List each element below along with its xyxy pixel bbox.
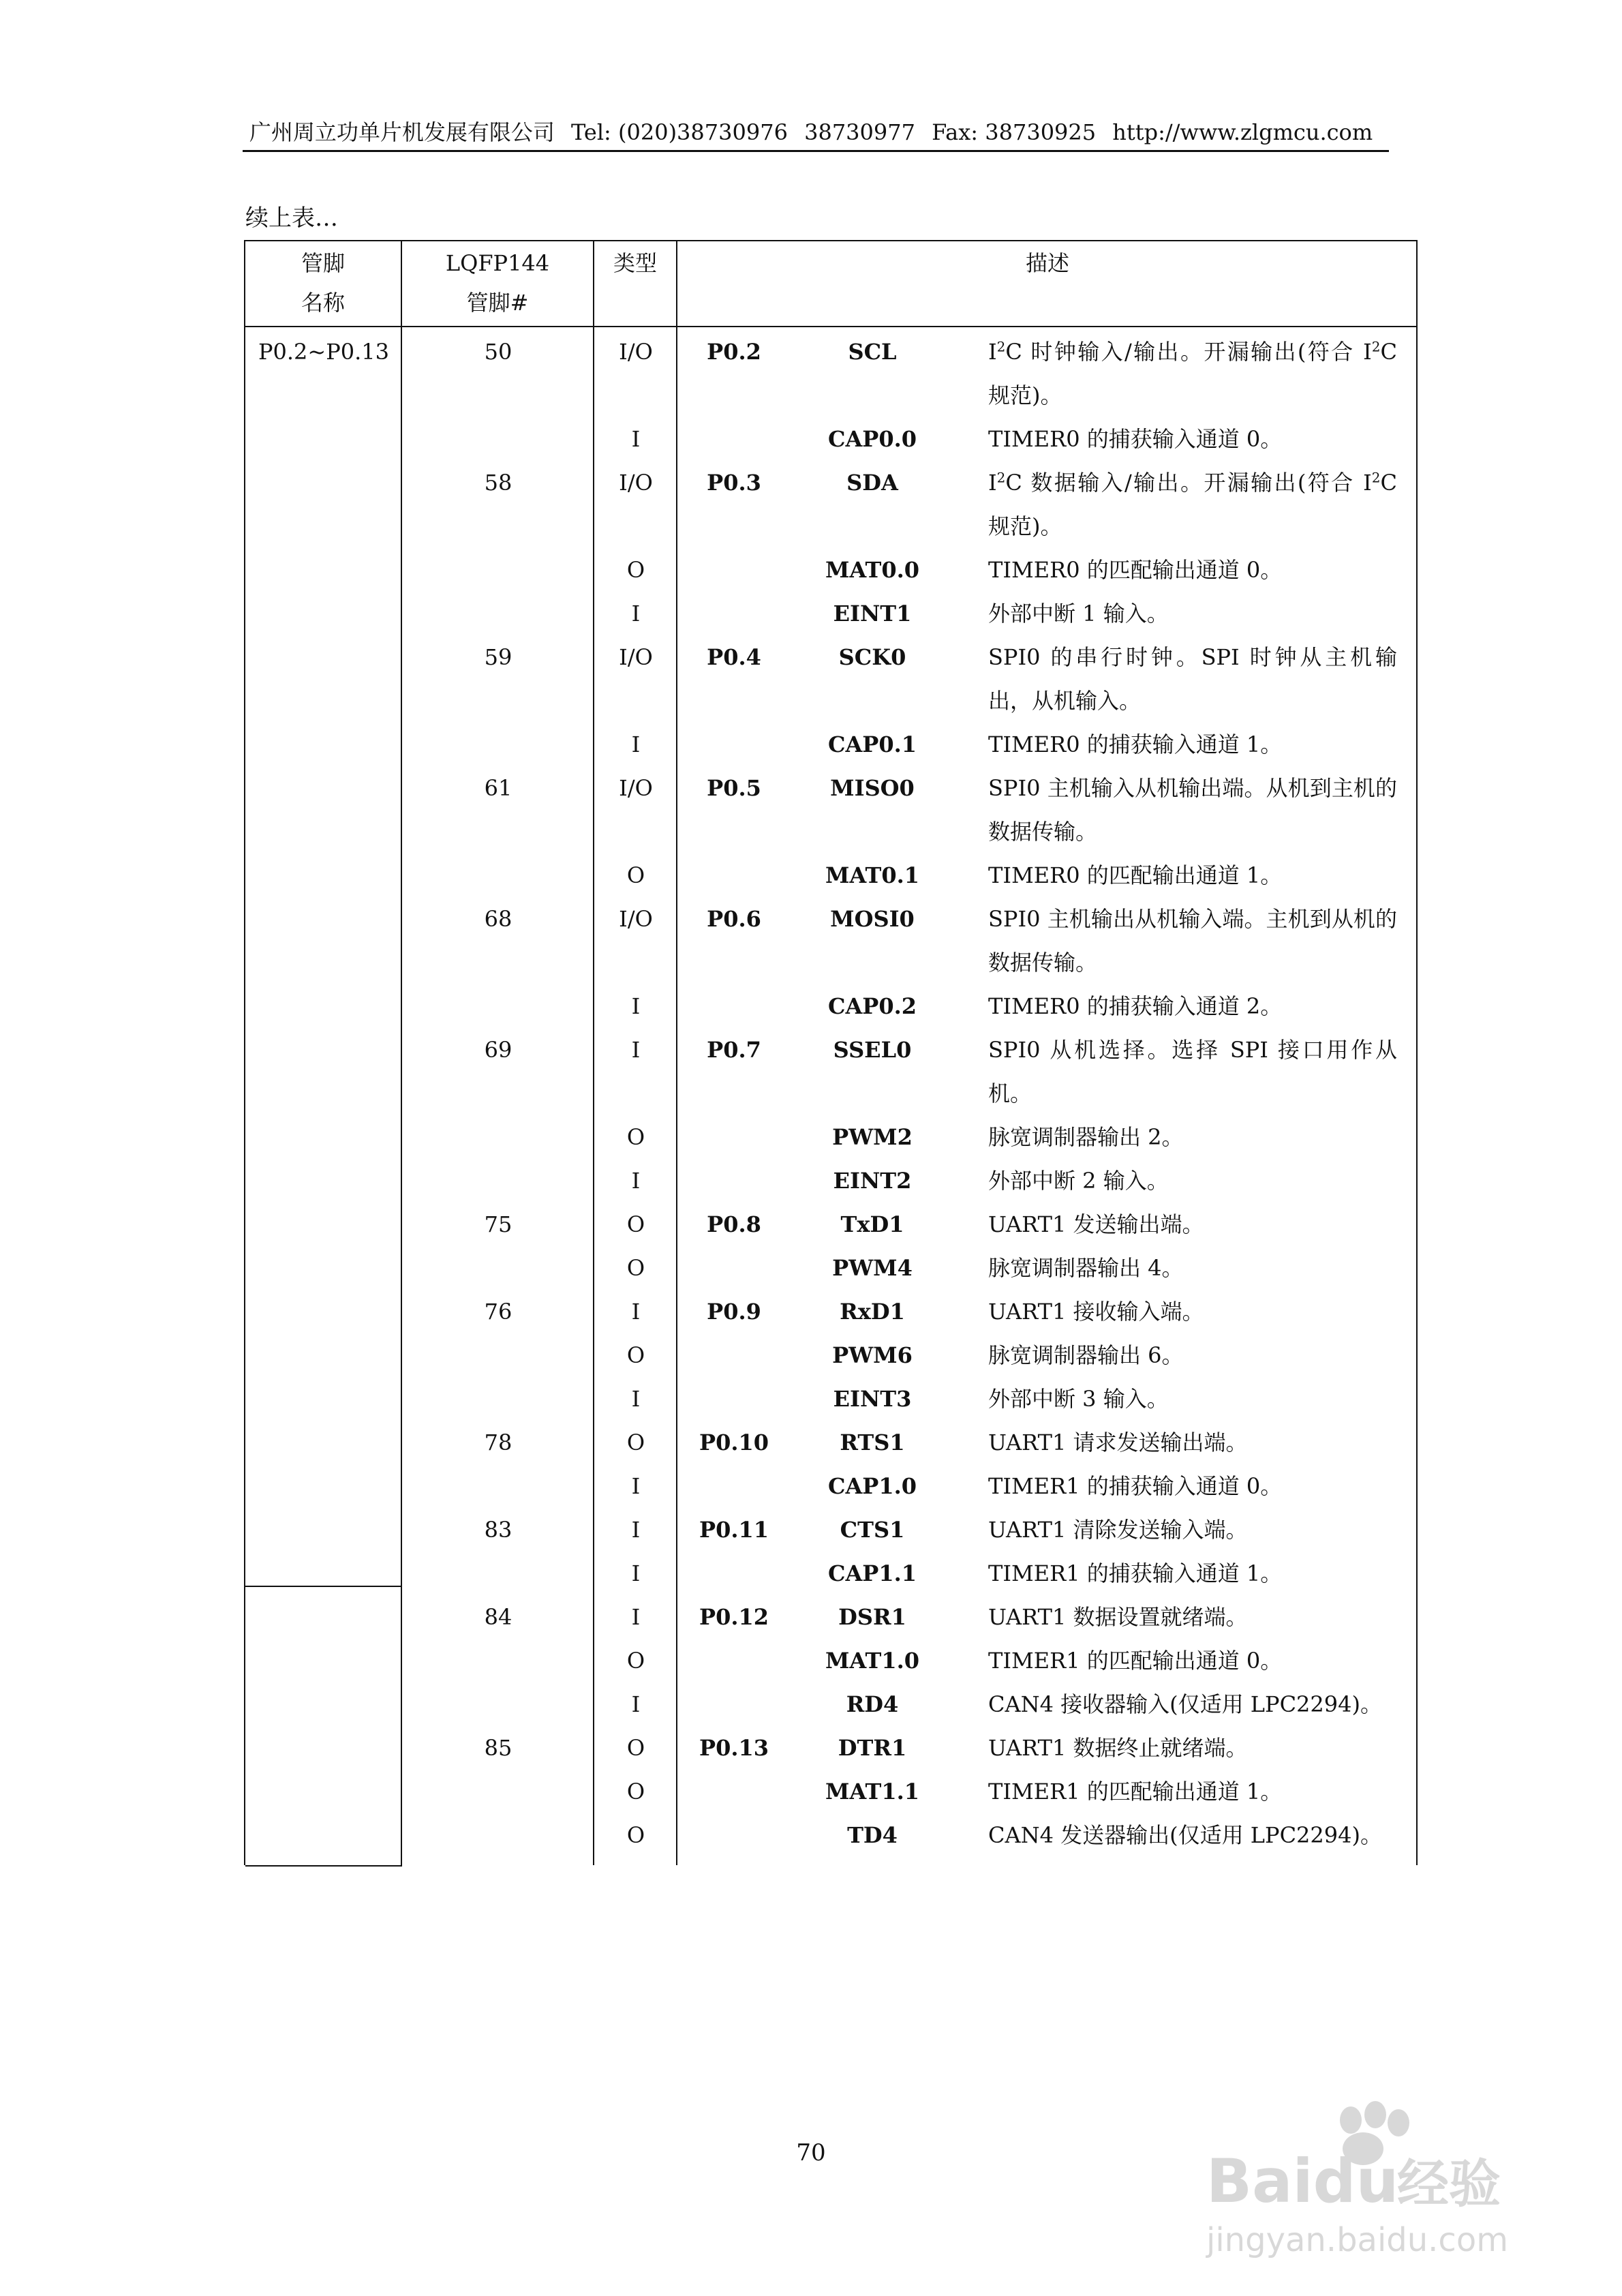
table-row [245,897,1416,976]
pin-type: O [626,1779,645,1804]
pin-type: I [631,1386,641,1412]
tel: Tel: (020)38730976 [571,119,788,145]
description: 外部中断 1 输入。 [988,601,1169,626]
description-part: I [988,339,997,365]
pin-type: O [626,1211,645,1237]
function-name: RxD1 [840,1299,905,1325]
table-row [245,1421,1416,1464]
pin-number: 68 [484,906,512,932]
header-desc: 描述 [1025,250,1069,276]
table-row [245,1682,1416,1726]
description: UART1 请求发送输出端。 [988,1430,1248,1455]
description-part: 2 [1371,338,1381,355]
header-name-l1: 管脚 [301,250,345,276]
pin-type: I/O [619,644,653,670]
pin-type: O [626,862,645,888]
description-part: 2 [996,338,1006,355]
pin-type: I [631,731,641,757]
function-name: MAT0.0 [825,557,919,583]
function-name: EINT2 [833,1168,912,1194]
description: TIMER1 的捕获输入通道 1。 [988,1560,1283,1586]
pin-type: I/O [619,339,653,365]
company-name: 广州周立功单片机发展有限公司 [249,119,555,145]
pin-table [244,240,1418,1865]
function-name: SDA [846,470,898,496]
port-name: P0.9 [707,1299,761,1325]
table-row [245,330,1416,408]
description: SPI0 的串行时钟。SPI 时钟从主机输出，从机输入。 [988,644,1397,714]
pin-type: I [631,1168,641,1194]
function-name: PWM4 [832,1255,913,1281]
description-part: C 时钟输入/输出。开漏输出(符合 I [1005,339,1372,365]
port-name: P0.3 [707,470,761,496]
pin-type: I [631,1560,641,1586]
pin-number: 78 [484,1430,512,1455]
pin-type: I/O [619,470,653,496]
function-name: CAP1.0 [827,1473,917,1499]
pin-number: 58 [484,470,512,496]
watermark-product: 经验 [1397,2154,1501,2214]
description: TIMER0 的匹配输出通道 0。 [988,557,1283,583]
description: 外部中断 3 输入。 [988,1386,1169,1412]
pin-number: 59 [484,644,512,670]
description: TIMER0 的捕获输入通道 0。 [988,426,1283,452]
table-row [245,1552,1416,1595]
function-name: PWM2 [832,1124,913,1150]
pin-type: O [626,1430,645,1455]
table-row [245,417,1416,461]
table-row [245,1639,1416,1682]
pin-type: O [626,1124,645,1150]
pin-type: I [631,1517,641,1543]
description: UART1 接收输入端。 [988,1299,1204,1325]
pin-type: O [626,1255,645,1281]
description-part: C 规范)。 [988,339,1397,408]
port-name: P0.11 [699,1517,769,1543]
description: CAN4 发送器输出(仅适用 LPC2294)。 [988,1822,1382,1848]
table-row [245,1290,1416,1333]
table-row [245,1464,1416,1508]
description [988,461,1397,548]
table-row [245,1115,1416,1159]
name-col-separator [245,1586,402,1587]
table-row [245,1159,1416,1203]
pin-type: I [631,1473,641,1499]
baidu-jingyan-watermark [1159,2072,1554,2277]
port-name: P0.8 [707,1211,761,1237]
function-name: TD4 [847,1822,898,1848]
function-name: SCL [848,339,897,365]
pin-number: 61 [484,775,512,801]
port-name: P0.10 [699,1430,769,1455]
description: 脉宽调制器输出 2。 [988,1124,1184,1150]
pin-type: O [626,1648,645,1674]
function-name: PWM6 [832,1342,913,1368]
description: 外部中断 2 输入。 [988,1168,1169,1194]
table-row [245,1595,1416,1639]
pin-type: O [626,1342,645,1368]
function-name: SSEL0 [833,1037,912,1063]
name-col-bottom [245,1865,402,1867]
pin-type: I [631,1037,641,1063]
table-row [245,723,1416,766]
description: SPI0 主机输出从机输入端。主机到从机的数据传输。 [988,906,1397,976]
description: TIMER0 的捕获输入通道 2。 [988,993,1283,1019]
pin-type: O [626,1822,645,1848]
pin-type: I [631,601,641,626]
description: UART1 清除发送输入端。 [988,1517,1248,1543]
table-row [245,1813,1416,1857]
page-header [243,115,1389,152]
port-name: P0.5 [707,775,761,801]
pin-type: I [631,426,641,452]
header-name-l2: 名称 [301,290,345,316]
function-name: DTR1 [838,1735,907,1761]
function-name: CAP0.1 [827,731,917,757]
table-row [245,1028,1416,1106]
function-name: RTS1 [840,1430,905,1455]
description: SPI0 从机选择。选择 SPI 接口用作从机。 [988,1037,1397,1106]
table-row [245,635,1416,714]
watermark-url: jingyan.baidu.com [1206,2221,1508,2259]
description: TIMER1 的匹配输出通道 1。 [988,1779,1283,1804]
description: TIMER1 的捕获输入通道 0。 [988,1473,1283,1499]
pin-type: I/O [619,906,653,932]
description-part: C 数据输入/输出。开漏输出(符合 I [1005,470,1372,496]
function-name: CAP1.1 [827,1560,917,1586]
description-part: I [988,470,997,496]
table-row [245,461,1416,539]
function-name: MISO0 [830,775,915,801]
port-name: P0.6 [707,906,761,932]
pin-number: 50 [484,339,512,365]
pin-number: 75 [484,1211,512,1237]
description: TIMER0 的匹配输出通道 1。 [988,862,1283,888]
table-row [245,766,1416,845]
table-row [245,1246,1416,1290]
description: UART1 发送输出端。 [988,1211,1204,1237]
description: TIMER1 的匹配输出通道 0。 [988,1648,1283,1674]
description: TIMER0 的捕获输入通道 1。 [988,731,1283,757]
function-name: MOSI0 [830,906,915,932]
header-pin-l2: 管脚# [466,290,529,316]
pin-number: 69 [484,1037,512,1063]
table-row [245,1203,1416,1246]
function-name: DSR1 [838,1604,906,1630]
function-name: RD4 [846,1691,899,1717]
function-name: CAP0.2 [827,993,917,1019]
header-type: 类型 [613,250,657,276]
pin-type: I [631,1691,641,1717]
port-name: P0.13 [699,1735,769,1761]
pin-type: I [631,1604,641,1630]
function-name: MAT0.1 [825,862,919,888]
table-row [245,1377,1416,1421]
pin-number: 84 [484,1604,512,1630]
function-name: SCK0 [838,644,906,670]
group-pin-name: P0.2~P0.13 [258,339,389,365]
function-name: TxD1 [840,1211,904,1237]
description [988,330,1397,417]
continued-label: 续上表… [245,205,338,232]
page-number: 70 [796,2139,826,2166]
pin-type: I/O [619,775,653,801]
header-pin-l1: LQFP144 [445,250,550,276]
pin-type: I [631,993,641,1019]
table-row [245,1508,1416,1552]
description-part: C 规范)。 [988,470,1397,539]
port-name: P0.7 [707,1037,761,1063]
table-row [245,592,1416,635]
table-row [245,854,1416,897]
description: UART1 数据终止就绪端。 [988,1735,1248,1761]
pin-type: O [626,557,645,583]
description: 脉宽调制器输出 6。 [988,1342,1184,1368]
description: UART1 数据设置就绪端。 [988,1604,1248,1630]
port-name: P0.2 [707,339,761,365]
table-row [245,984,1416,1028]
function-name: MAT1.1 [825,1779,919,1804]
pin-type: I [631,1299,641,1325]
function-name: CTS1 [840,1517,905,1543]
tel2: 38730977 [804,119,915,145]
website-url: http://www.zlgmcu.com [1112,119,1373,145]
description-part: 2 [1371,469,1381,486]
pin-number: 76 [484,1299,512,1325]
fax: Fax: 38730925 [932,119,1097,145]
table-row [245,548,1416,592]
description: 脉宽调制器输出 4。 [988,1255,1184,1281]
header-divider [245,326,1416,327]
description-part: 2 [996,469,1006,486]
table-row [245,1333,1416,1377]
pin-number: 83 [484,1517,512,1543]
function-name: EINT3 [833,1386,912,1412]
function-name: MAT1.0 [825,1648,919,1674]
table-row [245,1726,1416,1770]
watermark-brand: Baidu [1206,2146,1399,2216]
description: SPI0 主机输入从机输出端。从机到主机的数据传输。 [988,775,1397,845]
function-name: EINT1 [833,601,912,626]
port-name: P0.12 [699,1604,769,1630]
pin-number: 85 [484,1735,512,1761]
table-row [245,1770,1416,1813]
function-name: CAP0.0 [827,426,917,452]
description: CAN4 接收器输入(仅适用 LPC2294)。 [988,1691,1382,1717]
port-name: P0.4 [707,644,761,670]
pin-type: O [626,1735,645,1761]
